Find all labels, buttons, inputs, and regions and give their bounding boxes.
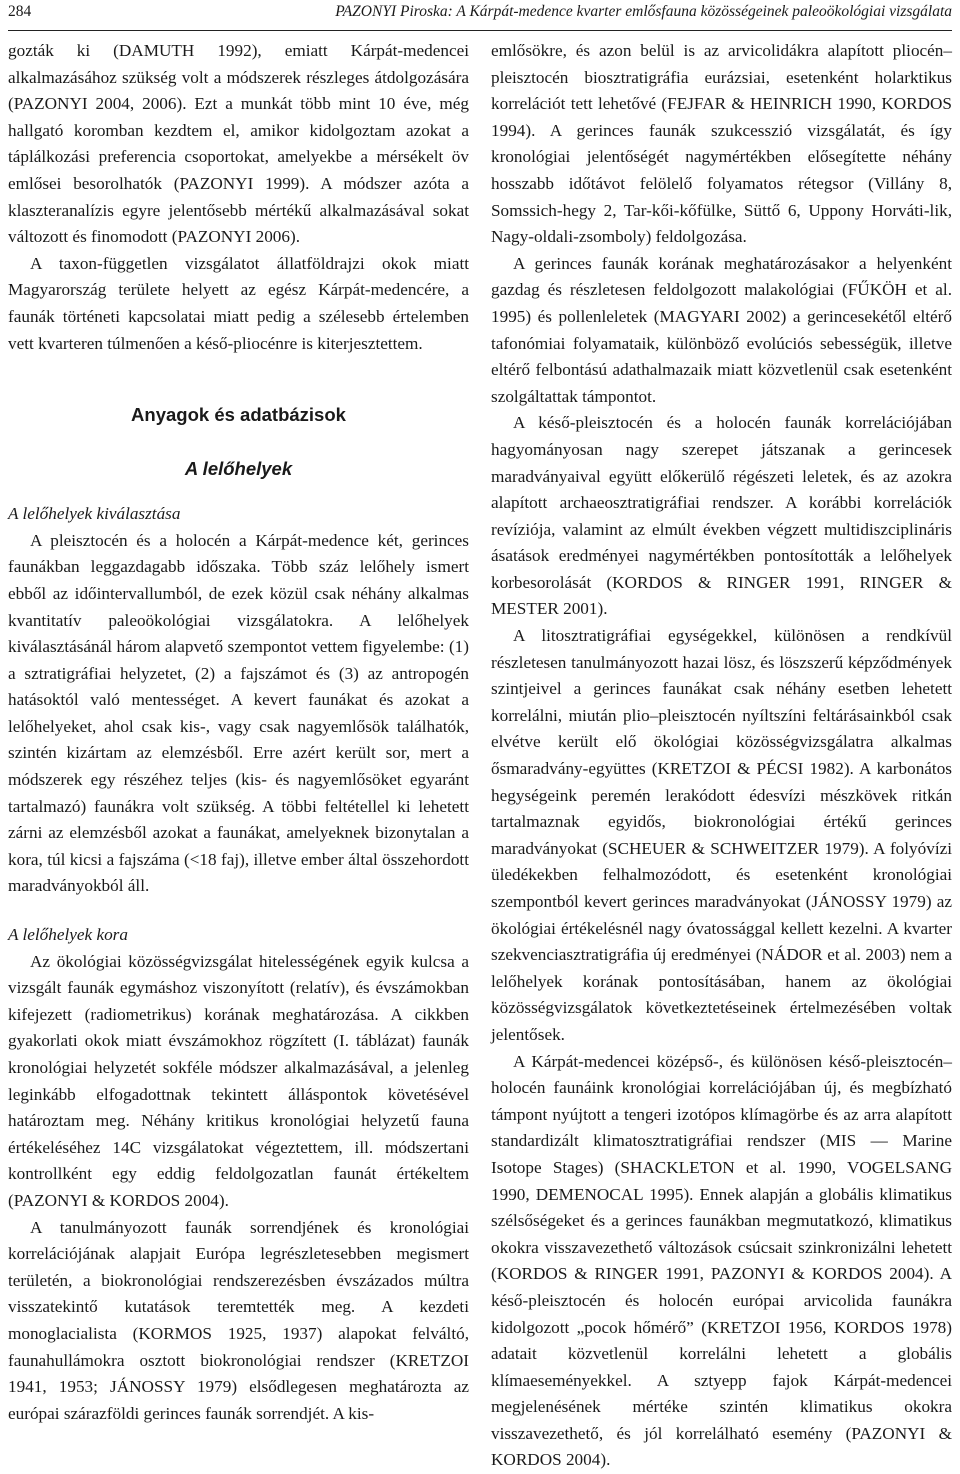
paragraph: A Kárpát-medencei középső-, és különösen késő-pleisztocén–holocén faunáink kronológiai korrelációjában új, és megbízható támpont nyújtott a tengeri izotópos klímagörbe és az arra alapított standardizált klimatosztratigráfiai rendszer (MIS — Marine Isotope Stages) (SHACKLETON et al. 1990, VOGELSANG 1990, DEMENOCAL 1995). Ennek alapján a globális klimatikus szélsőségeket és a gerinces faunákban megmutatkozó, klimatikus okokra visszavezethető változások csúcsait szinkronizálni lehetett (KORDOS & RINGER 1991, PAZONYI & KORDOS 2004). A késő-pleisztocén és holocén európai arvicolida faunákra kidolgozott „pocok hőmérő” (KRETZOI 1956, KORDOS 1978) adatait közvetlenül korrelálni lehetett a globális klímaeseményekkel. A sztyepp fajok Kárpát-medencei megjelenésének mértéke szintén klimatikus okokra visszavezethető, és jól korrelálható esemény (PAZONYI & KORDOS 2004). xyxy=(491,1051,952,1470)
page-header xyxy=(8,0,952,31)
paragraph: A gerinces faunák korának meghatározásakor a helyenként gazdag és részletesen feldolgozott malakológiai (FŰKÖH et al. 1995) és pollenleletek (MAGYARI 2002) a gerincesekétől eltérő tafonómiai folyamataik, különböző evolúciós sebességük, illetve eltérő felbontású adathalmazaik miatt közvetlenül csak esetenként szolgáltattak támpontot. xyxy=(491,253,952,406)
running-title: PAZONYI Piroska: A Kárpát-medence kvarter emlősfauna közösségeinek paleoökológiai vizsgálata xyxy=(335,3,952,20)
subheading-italic: A lelőhelyek kiválasztása xyxy=(8,504,181,524)
paragraph: gozták ki (DAMUTH 1992), emiatt Kárpát-medencei alkalmazásához szükség volt a módszerek részleges átdolgozására (PAZONYI 2004, 2006). Ezt a munkát több mint 10 éve, még hallgató koromban kezdtem el, amikor kidolgoztam azokat a táplálkozási preferencia csoportokat, amelyekbe a mérsékelt öv emlősei besorolhatók (PAZONYI 1999). A módszer azóta a klaszteranalízis egyre jelentősebb mértékű alkalmazásával sokat változott és finomodott (PAZONYI 2006). xyxy=(8,41,469,247)
two-column-body xyxy=(8,38,952,1470)
right-column xyxy=(491,38,952,1470)
paragraph: A litosztratigráfiai egységekkel, különösen a rendkívül részletesen tanulmányozott hazai lösz, és löszszerű képződmények szintjeivel a gerinces faunákat csak néhány esetben lehetett korrelálni, miután plio–pleisztocén nyíltszíni feltárásainkból csak elvétve került elő ökológiai közösségvizsgálatra alkalmas ősmaradvány-együttes (KRETZOI & PÉCSI 1982). A karbonátos hegységeink peremén lerakódott édesvízi mészkövek ritkán tartalmaznak egyidős, biokronológiai értékű gerinces maradványokat (SCHEUER & SCHWEITZER 1979). A folyóvízi üledékekben felhalmozódott, és esetenként kronológiai szempontból kevert gerinces maradványokat (JÁNOSSY 1979) az ökológiai értékelésnél nagy óvatossággal kellett kezelni. A kvarter szekvenciasztratigráfia új eredményei (NÁDOR et al. 2003) nem a lelőhelyek korának pontosításában, hanem az ökológiai közösségvizsgálatok következtetéseinek értelmezésében voltak jelentősek. xyxy=(491,626,952,1044)
paragraph: A pleisztocén és a holocén a Kárpát-medence két, gerinces faunákban leggazdagabb időszaka. Több száz lelőhely ismert ebből az időintervallumból, de ezek közül csak néhány alkalmas kvantitatív paleoökológiai vizsgálatokra. A lelőhelyek kiválasztásánál három alapvető szempontot vettem figyelembe: (1) a sztratigráfiai helyzetet, (2) a fajszámot és (3) az antropogén hatásoktól való mentességet. A kevert faunákat és azokat a lelőhelyeket, ahol csak kis-, vagy csak nagyemlősök találhatók, szintén kizártam az elemzésből. Erre azért került sor, mert a módszerek egy részéhez teljes (kis- és nagyemlősöket egyaránt tartalmazó) faunákra volt szükség. A többi feltétellel ki lehetett zárni az elemzésből azokat a faunákat, amelyeknek bizonytalan a kora, túl kicsi a fajszáma (<18 faj), illetve ember által összehordott maradványokból áll. xyxy=(8,530,469,896)
paragraph: A késő-pleisztocén és a holocén faunák korrelációjában hagyományosan nagy szerepet játszanak a gerincesek maradványaival együtt előkerülő régészeti leletek, és az azokra alapított archaeosztratigráfiai rendszer. A korábbi korrelációk revíziója, valamint az elmúlt években végzett multidiszciplináris ásatások eredményei nagymértékben pontosították a lelőhelyek korbesorolását (KORDOS & RINGER 1991, RINGER & MESTER 2001). xyxy=(491,413,952,619)
subheading-italic: A lelőhelyek kora xyxy=(8,925,128,945)
paragraph: A taxon-független vizsgálatot állatföldrajzi okok miatt Magyarország területe helyett az egész Kárpát-medencére, a faunák történeti kapcsolatai miatt pedig a szélesebb értelemben vett kvarteren túlmenően a késő-pliocénre is kiterjesztettem. xyxy=(8,253,469,353)
subsection-title: A lelőhelyek xyxy=(184,458,293,480)
paragraph: Az ökológiai közösségvizsgálat hitelességének egyik kulcsa a vizsgált faunák egymáshoz viszonyított (relatív), és évszámokban kifejezett (radiometrikus) korának meghatározása. A cikkben gyakorlati okok miatt évszámokhoz rögzített (I. táblázat) faunák kronológiai helyzetét sokféle módszer alkalmazásával, a jelenleg leginkább elfogadottnak tekintett álláspontok követésével határoztam meg. Néhány kritikus kronológiai helyzetű fauna értékeléséhez 14C vizsgálatokat végeztettem, ill. módszertani kontrollként egy eddig feldolgozatlan faunát értékeltem (PAZONYI & KORDOS 2004). xyxy=(8,951,469,1210)
left-column xyxy=(8,38,469,1423)
paragraph: A tanulmányozott faunák sorrendjének és kronológiai korrelációjának alapjait Európa legrészletesebben megismert területén, a biokronológiai rendszerezésben évszázados múltra visszatekintő kutatások teremtették meg. A kezdeti monoglacialista (KORMOS 1925, 1937) alapokat felváltó, faunahullámokra osztott biokronológiai rendszer (KRETZOI 1941, 1953; JÁNOSSY 1979) elsődlegesen meghatározta az európai szárazföldi gerinces faunák sorrendjét. A kis- xyxy=(8,1217,469,1423)
page-number: 284 xyxy=(8,3,32,20)
paragraph: emlősökre, és azon belül is az arvicolidákra alapított pliocén–pleisztocén biosztratigráfia eurázsiai, esetenként holarktikus korrelációt tett lehetővé (FEJFAR & HEINRICH 1990, KORDOS 1994). A gerinces faunák szukcesszió vizsgálatát, és így kronológiai jelentőségét nagymértékben elősegítette néhány hosszabb időtávot felölelő folyamatos rétegsor (Villány 8, Somssich-hegy 2, Tar-kői-kőfülke, Süttő 6, Uppony Horváti-lik, Nagy-oldali-zsomboly) feldolgozása. xyxy=(491,41,952,247)
section-title: Anyagok és adatbázisok xyxy=(131,404,346,426)
